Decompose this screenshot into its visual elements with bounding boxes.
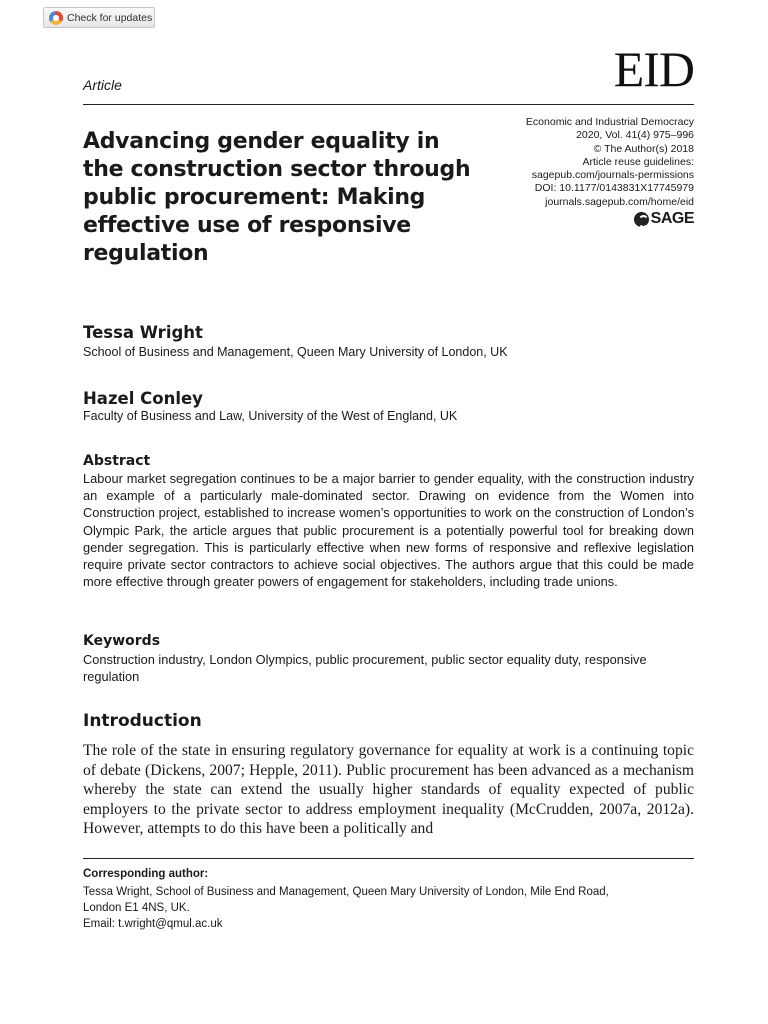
- abstract-text: Labour market segregation continues to be a major barrier to gender equality, with the construction industry an example of a particularly male-dominated sector. Drawing on evidence from the Women into Construction project, established to increase women’s opportunities to work on the construction of London’s Olympic Park, the article argues that public procurement is a potentially powerful tool for breaking down gender segregation. This is particularly effective when new forms of responsive and reflexive legislation require private sector contractors to achieve social objectives. The authors argue that this could be made more effective through greater powers of engagement for stakeholders, including trade unions.: [83, 471, 694, 590]
- keywords-heading: Keywords: [83, 633, 161, 649]
- corresponding-address-line2: London E1 4NS, UK.: [83, 902, 190, 914]
- check-for-updates-badge[interactable]: [43, 7, 155, 28]
- check-for-updates-label: Check for updates: [67, 11, 153, 24]
- publisher-name: SAGE: [650, 210, 694, 227]
- journal-meta: [526, 116, 694, 209]
- article-type: Article: [83, 77, 122, 93]
- footnote-divider: [83, 858, 694, 859]
- author-name: Hazel Conley: [83, 389, 203, 408]
- article-title: Advancing gender equality in the construction sector through public procurement: Making effective use of responsive regulation: [83, 129, 471, 266]
- corresponding-author-label: Corresponding author:: [83, 868, 209, 880]
- journal-name: Economic and Industrial Democracy: [525, 116, 694, 128]
- doi[interactable]: DOI: 10.1177/0143831X17745979: [534, 182, 694, 195]
- permissions-link[interactable]: sagepub.com/journals-permissions: [531, 169, 694, 182]
- reuse-guidelines-label: Article reuse guidelines:: [582, 155, 694, 168]
- keywords-text: Construction industry, London Olympics, public procurement, public sector equality duty, responsive regulation: [83, 652, 647, 685]
- journal-volume: 2020, Vol. 41(4) 975–996: [576, 129, 694, 142]
- journal-home-link[interactable]: journals.sagepub.com/home/eid: [545, 195, 694, 208]
- header-divider: [83, 104, 694, 105]
- corresponding-address: Tessa Wright, School of Business and Management, Queen Mary University of London, Mile End Road,: [83, 886, 609, 898]
- journal-logo: EID: [613, 41, 694, 97]
- copyright: © The Author(s) 2018: [593, 142, 694, 155]
- corresponding-email[interactable]: Email: t.wright@qmul.ac.uk: [83, 918, 223, 930]
- introduction-text: The role of the state in ensuring regulatory governance for equality at work is a continuing topic of debate (Dickens, 2007; Hepple, 2011). Public procurement has been advanced as a mechanism whereby the state can extend the usually higher standards of equality expected of public employers to the private sector to address employment inequality (McCrudden, 2007a, 2012a). However, attempts to do this have been a politically and: [83, 742, 694, 837]
- sage-icon: [634, 212, 649, 227]
- sage-logo: [634, 210, 694, 228]
- author-affiliation: Faculty of Business and Law, University of the West of England, UK: [83, 409, 458, 423]
- author-affiliation: School of Business and Management, Queen Mary University of London, UK: [83, 345, 508, 359]
- corresponding-author-details: [83, 884, 683, 932]
- abstract-heading: Abstract: [83, 453, 151, 469]
- author-name: Tessa Wright: [83, 323, 203, 342]
- introduction-heading: Introduction: [83, 711, 202, 731]
- crossmark-icon: [49, 11, 63, 25]
